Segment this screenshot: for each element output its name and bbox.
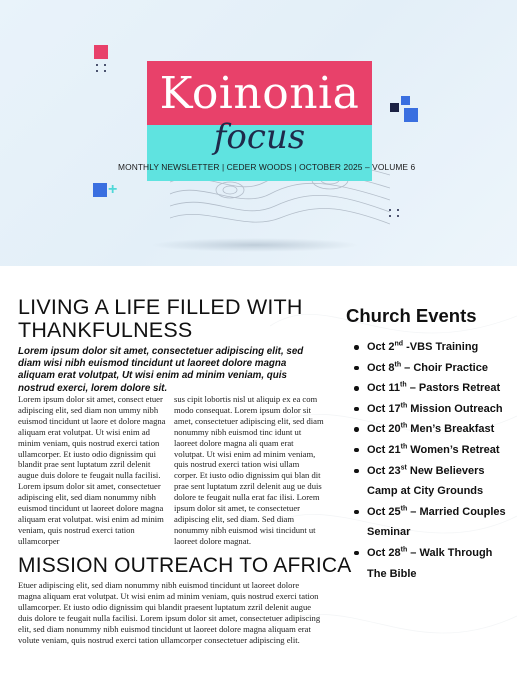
- event-item: [354, 543, 514, 584]
- event-label: -VBS Training: [403, 341, 479, 353]
- event-label: Men’s Breakfast: [407, 423, 495, 436]
- event-date-suffix: st: [400, 463, 407, 471]
- event-item: [354, 419, 514, 440]
- event-date-suffix: th: [400, 402, 408, 410]
- event-item: [354, 502, 514, 543]
- event-date-suffix: th: [400, 546, 408, 554]
- navy-square-decoration: [390, 103, 399, 112]
- mission-heading: MISSION OUTREACH TO AFRICA: [18, 554, 352, 577]
- event-date: Oct 28: [367, 546, 401, 559]
- event-date: Oct 23: [367, 464, 401, 477]
- newsletter-header: [0, 0, 517, 266]
- blue-square-decoration: [401, 96, 410, 105]
- event-label: – Married Couples Seminar: [367, 505, 506, 539]
- event-label: – Walk Through The Bible: [367, 546, 493, 580]
- event-item: [354, 337, 514, 358]
- article-heading-line: LIVING A LIFE FILLED WITH: [18, 295, 303, 319]
- mission-body: Etuer adipiscing elit, sed diam nonummy nibh euismod tincidunt ut laoreet dolore magna aliquam erat volutpat. Ut wisi enim ad minim veniam, quis nostrud exerci tation ullamcorper. Et iusto odio dignissim qui blandit praesent luptatum zzril delenit augue duis dolore te feugait nulla facilisi. Lorem ipsum dolor sit amet, consectetuer adipiscing elit, sed diam nonummy nibh euismod tincidunt ut laoreet dolore magna aliquam erat volute veniam, quis nostrud exerci tation ullamcorper consectetuer adipiscing elit.: [18, 580, 321, 645]
- event-date: Oct 17: [367, 402, 401, 415]
- event-date-suffix: th: [400, 422, 408, 430]
- newsletter-subtitle: focus: [213, 117, 306, 157]
- event-date-suffix: th: [394, 360, 402, 368]
- event-label: Mission Outreach: [407, 402, 503, 415]
- newsletter-title: Koinonia: [159, 68, 360, 119]
- event-date: Oct 21: [367, 443, 401, 456]
- event-date-suffix: nd: [394, 340, 404, 348]
- event-item: [354, 378, 514, 399]
- event-date-suffix: th: [400, 443, 408, 451]
- events-title: Church Events: [346, 305, 477, 326]
- article-column-1: Lorem ipsum dolor sit amet, consect etuer adipiscing elit, sed diam non ummy nibh euismod tincidunt ut laore et dolore magna aliquam erat volutpat. Ut wisi enim ad minim veniam, quis nostrud exerci tation ullamcorper. Et iusto odio dignissim qui blandit prae sent luptatum zzril delenit augue duis dolore te feugait nulla facilisi. Lorem ipsum dolor sit amet, consectetuer adipiscing elit, sed diam nonummy nibh euismod tincidunt ut laoreet dolore magna aliquam erat volutpat. wisi enim ad minim veniam, quis nostrud exerci tation ullamcorper: [18, 394, 166, 546]
- event-item: [354, 461, 514, 502]
- masthead-line: MONTHLY NEWSLETTER | CEDER WOODS | OCTOBER 2025 – VOLUME 6: [118, 162, 416, 172]
- event-label: – Pastors Retreat: [406, 382, 501, 395]
- article-heading-line: THANKFULNESS: [18, 318, 193, 342]
- event-date: Oct 25: [367, 505, 401, 518]
- pink-square-decoration: [94, 45, 108, 59]
- event-date: Oct 2: [367, 341, 395, 353]
- event-item: [354, 440, 514, 461]
- dots-decoration-icon: [95, 63, 107, 73]
- plus-icon: +: [108, 181, 118, 198]
- article-column-2: sus cipit lobortis nisl ut aliquip ex ea com modo consequat. Lorem ipsum dolor sit amet, consectetuer adipiscing elit, sed diam nonummy nibh euismod tinc idunt ut laoreet dolore magna ali quam erat volutpat. Ut wisi enim ad minim veniam, quis nostrud exerci tation wisi ullam corper. Et iusto odio dignissim qui blan dit prae sent luptatum zzril delenit aug ue duis dolore te feugait nulla erat fac ilisi. Lorem ipsum dolor sit amet, te consectetuer adipiscing elit, sed diam. Sed diam nonummy nibh euismod wisi tincidunt ut laoreet dolore magnat.: [174, 394, 324, 546]
- event-label: – Choir Practice: [401, 361, 488, 374]
- blue-square-decoration: [93, 183, 107, 197]
- event-date: Oct 11: [367, 382, 401, 395]
- event-item: [354, 399, 514, 420]
- dots-decoration-icon: [388, 208, 400, 218]
- article-lead: Lorem ipsum dolor sit amet, consectetuer adipiscing elit, sed diam wisi nibh euismod tincidunt ut laoreet dolore magna aliquam erat volutpat, Ut wisi enim ad minim veniam, quis nostrud exerci, lorem dolore sit.: [18, 346, 304, 394]
- event-date-suffix: th: [400, 381, 407, 389]
- event-item: [354, 358, 514, 379]
- article-heading: [18, 296, 318, 342]
- events-list: [354, 337, 514, 584]
- event-label: Women’s Retreat: [407, 443, 500, 456]
- event-date: Oct 8: [367, 361, 395, 374]
- event-label: New Believers Camp at City Grounds: [367, 464, 485, 498]
- event-date-suffix: th: [400, 505, 408, 513]
- blue-square-decoration: [404, 108, 418, 122]
- header-shadow: [150, 238, 360, 252]
- event-date: Oct 20: [367, 423, 401, 436]
